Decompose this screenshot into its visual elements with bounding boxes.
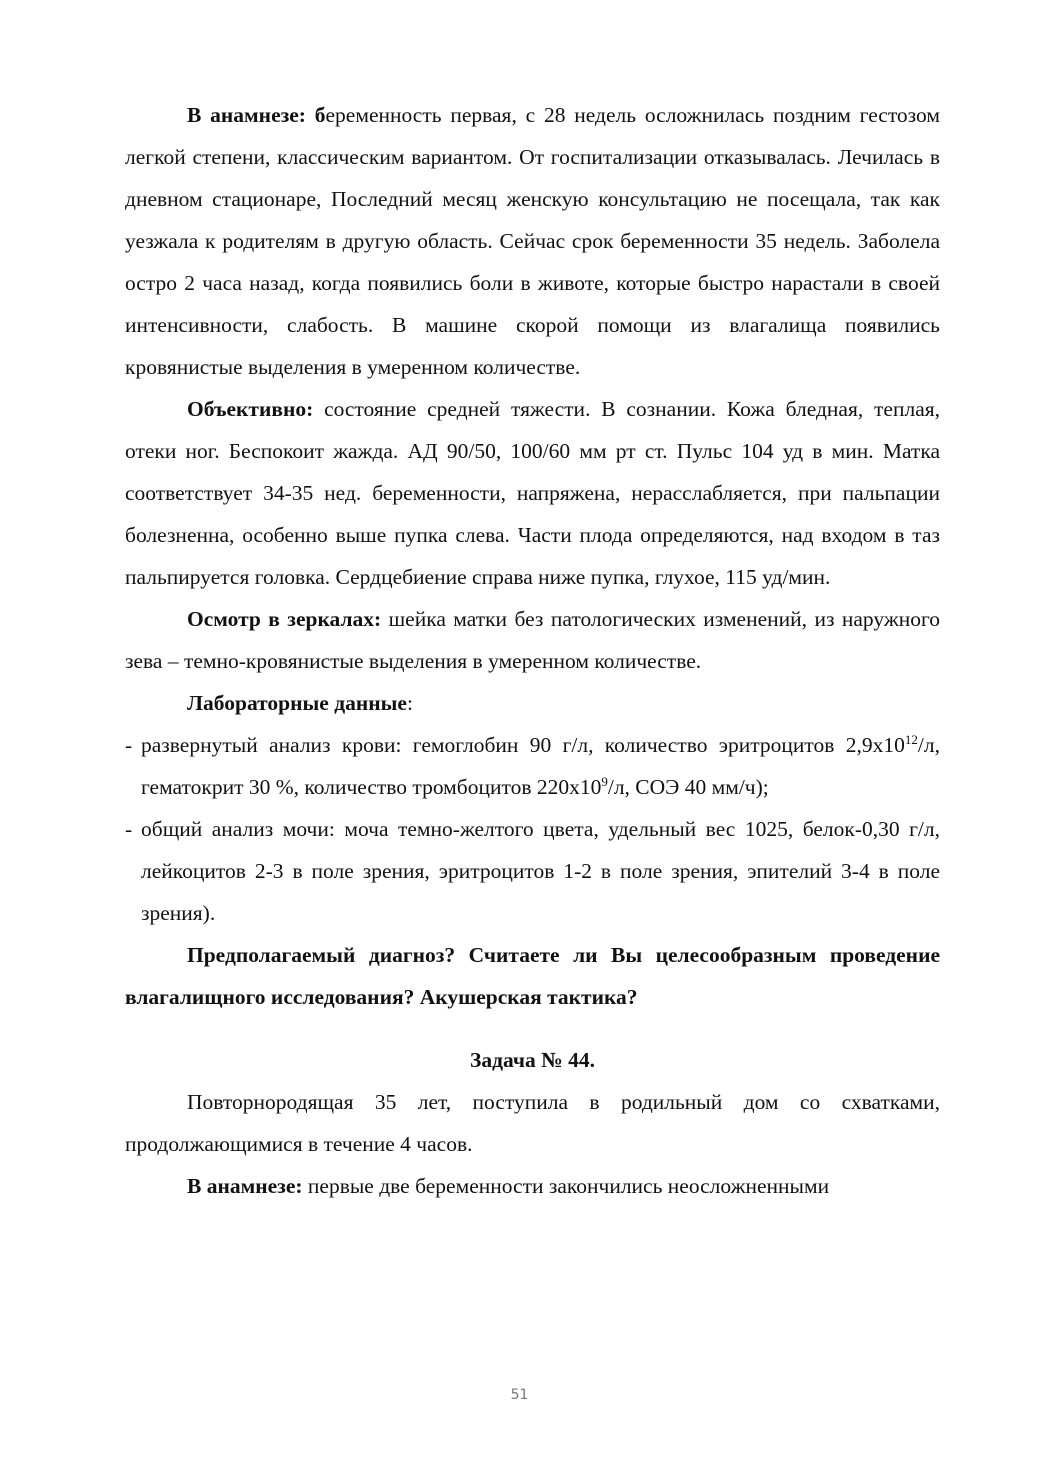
task-question: Предполагаемый диагноз? Считаете ли Вы целесообразным проведение влагалищного исследования? Акушерская тактика?: [125, 943, 940, 1009]
lab-list: [125, 724, 940, 934]
task-anamnesis-label: В анамнезе:: [187, 1174, 303, 1198]
task-anamnesis: [125, 1165, 940, 1207]
urine-text: общий анализ мочи: моча темно-желтого цвета, удельный вес 1025, белок-0,30 г/л, лейкоцитов 2-3 в поле зрения, эритроцитов 1-2 в поле зрения, эпителий 3-4 в поле зрения).: [141, 817, 940, 925]
anamnesis-text: еременность первая, с 28 недель осложнилась поздним гестозом легкой степени, классическим вариантом. От госпитализации отказывалась. Лечилась в дневном стационаре, Последний месяц женскую консультацию не посещала, так как уезжала к родителям в другую область. Сейчас срок беременности 35 недель. Заболела остро 2 часа назад, когда появились боли в животе, которые быстро нарастали в своей интенсивности, слабость. В машине скорой помощи из влагалища появились кровянистые выделения в умеренном количестве.: [125, 103, 940, 379]
task-intro: Повторнородящая 35 лет, поступила в родильный дом со схватками, продолжающимися в течение 4 часов.: [125, 1090, 940, 1156]
lab-item-blood: [125, 724, 940, 808]
blood-text-3: /л, СОЭ 40 мм/ч);: [607, 775, 769, 799]
lab-heading: [125, 682, 940, 724]
blood-sup-2: 9: [601, 774, 608, 789]
anamnesis-first-letter: б: [314, 103, 326, 127]
task-title: Задача № 44.: [470, 1048, 595, 1072]
lab-label: Лабораторные данные: [187, 691, 407, 715]
list-dash: -: [125, 817, 133, 841]
objective-label: Объективно:: [187, 397, 314, 421]
speculum-paragraph: [125, 598, 940, 682]
anamnesis-paragraph: [125, 94, 940, 388]
objective-text: состояние средней тяжести. В сознании. Кожа бледная, теплая, отеки ног. Беспокоит жажда. АД 90/50, 100/60 мм рт ст. Пульс 104 уд в мин. Матка соответствует 34-35 нед. беременности, напряжена, нерасслабляется, при пальпации болезненна, особенно выше пупка слева. Части плода определяются, над входом в таз пальпируется головка. Сердцебиение справа ниже пупка, глухое, 115 уд/мин.: [125, 397, 940, 589]
list-dash: -: [125, 733, 133, 757]
blood-text-2: /л, гематокрит 30 %, количество тромбоцитов 220х10: [141, 733, 940, 799]
anamnesis-label: В анамнезе:: [187, 103, 306, 127]
objective-paragraph: [125, 388, 940, 598]
lab-item-urine: [125, 808, 940, 934]
page-number: 51: [510, 1387, 529, 1403]
blood-sup-1: 12: [904, 732, 918, 747]
page-content: [125, 94, 940, 1207]
task-anamnesis-text: первые две беременности закончились неосложненными: [307, 1174, 830, 1198]
lab-colon: :: [406, 691, 413, 715]
blood-text-1: развернутый анализ крови: гемоглобин 90 г/л, количество эритроцитов 2,9х10: [141, 733, 905, 757]
speculum-label: Осмотр в зеркалах:: [187, 607, 382, 631]
speculum-text: шейка матки без патологических изменений, из наружного зева – темно-кровянистые выделения в умеренном количестве.: [125, 607, 940, 673]
